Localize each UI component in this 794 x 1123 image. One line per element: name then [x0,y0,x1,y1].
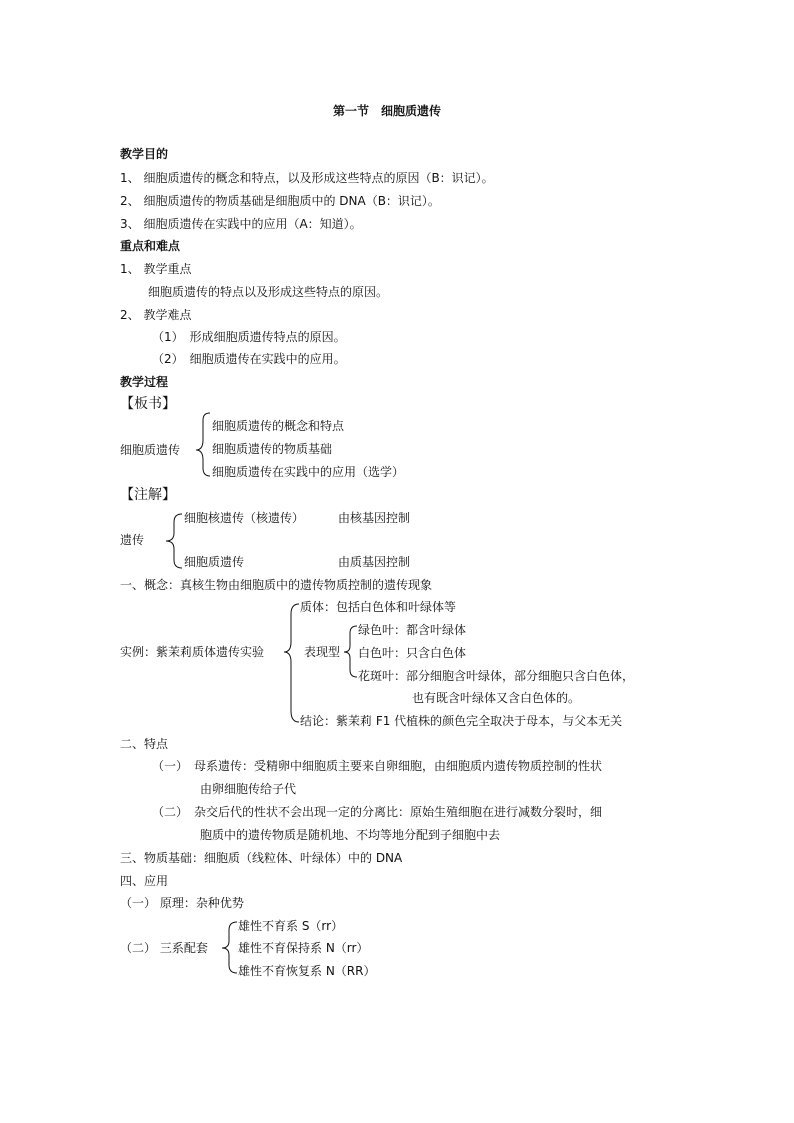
objectives-heading: 教学目的 [120,147,169,161]
feature-item-cont: 由卵细胞传给子代 [200,782,297,796]
page-title: 第一节 细胞质遗传 [333,104,442,118]
feature-item-cont: 胞质中的遗传物质是随机地、不均等地分配到子细胞中去 [200,828,501,842]
plastid-line: 质体：包括白色体和叶绿体等 [300,600,457,614]
key-points-heading: 重点和难点 [120,239,181,253]
notes-row-control: 由核基因控制 [338,511,411,525]
phenotype-brace [344,626,357,677]
objective-item: 2、 细胞质遗传的物质基础是细胞质中的 DNA（B：识记）。 [120,194,440,208]
focus-label: 1、 教学重点 [120,262,192,276]
notes-brace [166,514,182,568]
principle-line: （一） 原理：杂种优势 [120,896,244,910]
three-line-item: 雄性不育系 S（rr） [238,919,344,933]
difficulty-item: （2） 细胞质遗传在实践中的应用。 [152,352,346,366]
three-line-label: （二） 三系配套 [120,941,208,955]
material-basis-line: 三、物质基础：细胞质（线粒体、叶绿体）中的 DNA [120,851,403,865]
feature-item: （二） 杂交后代的性状不会出现一定的分离比：原始生殖细胞在进行减数分裂时，细 [152,805,603,819]
board-brace [196,413,210,476]
difficulty-label: 2、 教学难点 [120,308,192,322]
board-item: 细胞质遗传的概念和特点 [212,419,345,433]
board-label: 【板书】 [120,396,176,412]
variegated-leaf-line-2: 也有既含叶绿体又含白色体的。 [412,691,581,705]
three-line-brace [222,922,237,973]
example-brace [284,604,299,722]
variegated-leaf-line: 花斑叶：部分细胞含叶绿体，部分细胞只含白色体， [358,669,635,683]
phenotype-label: 表现型 [304,645,341,659]
application-heading: 四、应用 [120,874,169,888]
board-item: 细胞质遗传在实践中的应用（选学） [212,465,405,479]
focus-text: 细胞质遗传的特点以及形成这些特点的原因。 [148,285,389,299]
notes-label: 【注解】 [120,487,176,503]
difficulty-item: （1） 形成细胞质遗传特点的原因。 [152,330,346,344]
features-heading: 二、特点 [120,737,169,751]
notes-row-name: 细胞质遗传 [184,555,245,569]
notes-row-name: 细胞核遗传（核遗传） [184,511,305,525]
three-line-item: 雄性不育恢复系 N（RR） [238,964,376,978]
three-line-item: 雄性不育保持系 N（rr） [238,941,369,955]
board-root: 细胞质遗传 [120,443,181,457]
green-leaf-line: 绿色叶：都含叶绿体 [358,623,467,637]
example-label: 实例：紫茉莉质体遗传实验 [120,645,265,659]
conclusion-line: 结论：紫茉莉 F1 代植株的颜色完全取决于母本，与父本无关 [300,714,623,728]
white-leaf-line: 白色叶：只含白色体 [358,646,467,660]
notes-row-control: 由质基因控制 [338,555,411,569]
process-heading: 教学过程 [120,375,169,389]
notes-root: 遗传 [120,533,145,547]
board-item: 细胞质遗传的物质基础 [212,442,333,456]
feature-item: （一） 母系遗传：受精卵中细胞质主要来自卵细胞，由细胞质内遗传物质控制的性状 [152,759,603,773]
objective-item: 1、 细胞质遗传的概念和特点，以及形成这些特点的原因（B：识记）。 [120,171,494,185]
concept-line: 一、概念：真核生物由细胞质中的遗传物质控制的遗传现象 [120,578,433,592]
objective-item: 3、 细胞质遗传在实践中的应用（A：知道）。 [120,217,362,231]
